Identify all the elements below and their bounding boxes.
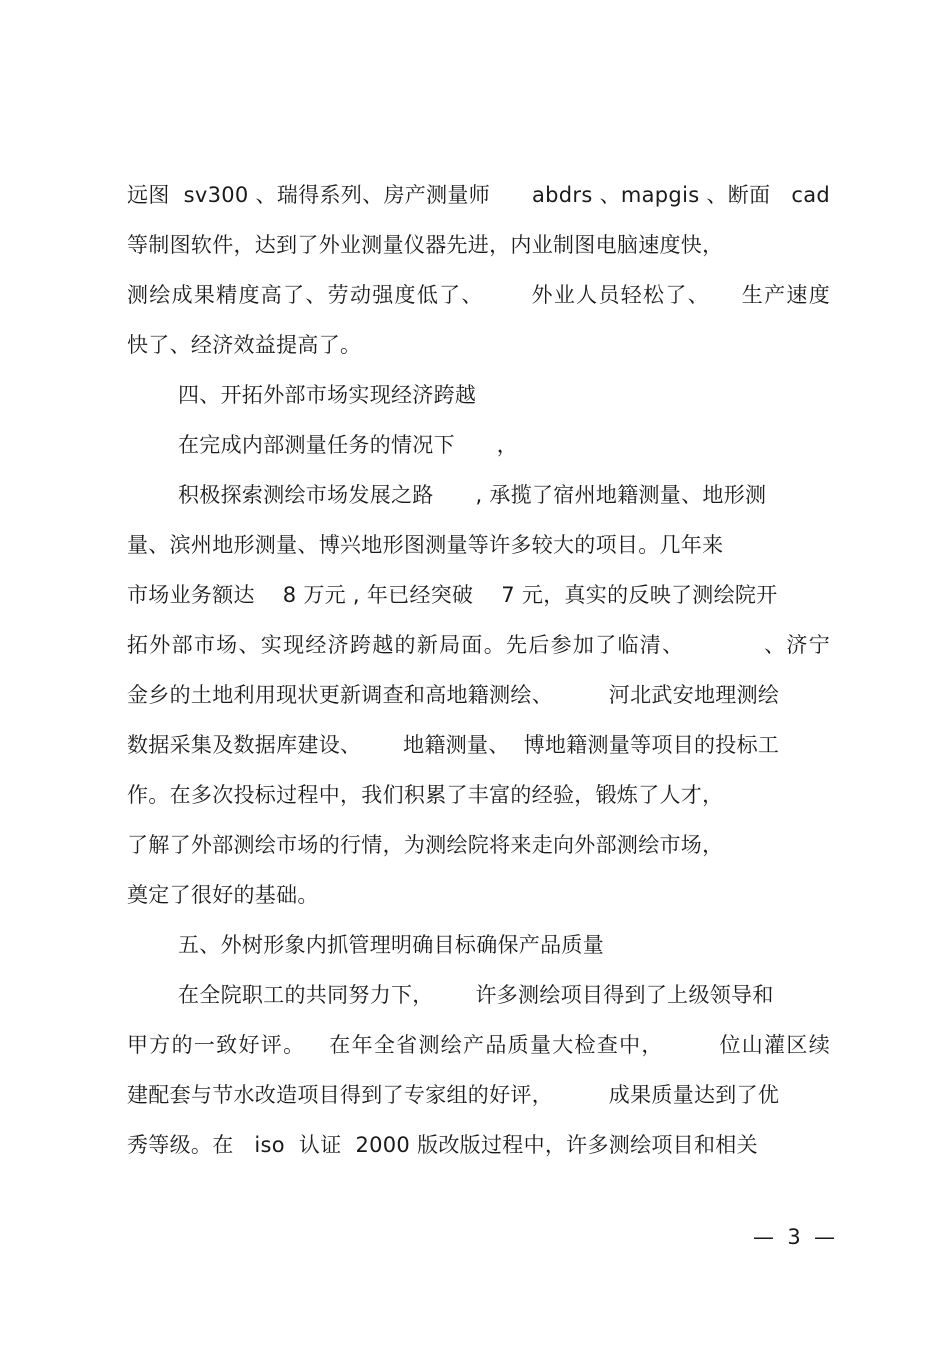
body-text-line: 量、滨州地形测量、博兴地形图测量等许多较大的项目。几年来 [127,533,724,557]
body-text-line: 市场业务额达 8 万元 , 年已经突破 7 元，真实的反映了测绘院开 [127,583,778,607]
body-text-line: 奠定了很好的基础。 [127,883,319,907]
body-text-line: 等制图软件，达到了外业测量仪器先进，内业制图电脑速度快， [127,233,724,257]
section-heading: 四、开拓外部市场实现经济跨越 [178,383,477,407]
body-text-line: 金乡的土地利用现状更新调查和高地籍测绘、 河北武安地理测绘 [127,683,780,707]
body-text-line: 积极探索测绘市场发展之路 , 承揽了宿州地籍测量、地形测 [178,483,767,507]
body-text-line: 测绘成果精度高了、劳动强度低了、 外业人员轻松了、 生产速度 [127,283,830,307]
body-text-line: 建配套与节水改造项目得到了专家组的好评， 成果质量达到了优 [127,1083,780,1107]
body-text-line: 秀等级。在 iso 认证 2000 版改版过程中，许多测绘项目和相关 [127,1133,758,1157]
body-text-line: 数据采集及数据库建设、 地籍测量、 博地籍测量等项目的投标工 [127,733,780,757]
body-text-line: 远图 sv300 、瑞得系列、房产测量师 abdrs 、mapgis 、断面 cad [127,183,830,207]
page-number: — 3 — [752,1225,836,1249]
section-heading: 五、外树形象内抓管理明确目标确保产品质量 [178,933,604,957]
body-text-line: 拓外部市场、实现经济跨越的新局面。先后参加了临清、 、济宁 [127,633,830,657]
body-text-line: 了解了外部测绘市场的行情，为测绘院将来走向外部测绘市场， [127,833,724,857]
body-text-line: 作。在多次投标过程中，我们积累了丰富的经验，锻炼了人才， [127,783,724,807]
body-text-line: 快了、经济效益提高了。 [127,333,362,357]
body-text-line: 在完成内部测量任务的情况下 ， [178,433,519,457]
body-text-line: 甲方的一致好评。 在年全省测绘产品质量大检查中， 位山灌区续 [127,1033,830,1057]
body-text-line: 在全院职工的共同努力下， 许多测绘项目得到了上级领导和 [178,983,774,1007]
